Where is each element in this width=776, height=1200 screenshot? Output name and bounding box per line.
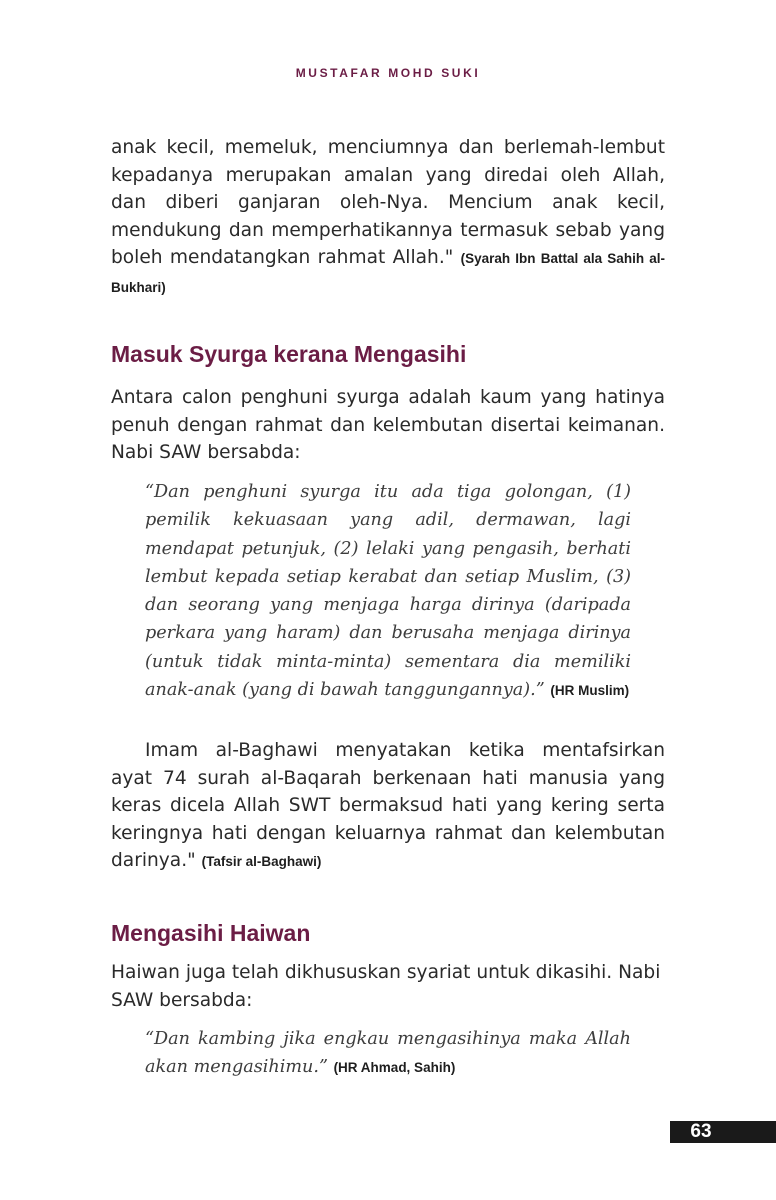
citation-hr-ahmad: (HR Ahmad, Sahih) <box>333 1060 456 1076</box>
paragraph-intro-text: anak kecil, memeluk, menciumnya dan berlemah-lembut kepadanya merupakan amalan yang diredai oleh Allah, dan diberi ganjaran oleh-Nya. Mencium anak kecil, mendukung dan memperhatikannya termasuk sebab yang boleh mendatangkan rahmat Allah." <box>111 137 665 268</box>
section-heading-haiwan: Mengasihi Haiwan <box>111 920 311 946</box>
paragraph-baghawi <box>111 737 665 876</box>
hadith-quote-haiwan-text: “Dan kambing jika engkau mengasihinya maka Allah akan mengasihimu.” <box>145 1029 631 1078</box>
section-intro-syurga: Antara calon penghuni syurga adalah kaum yang hatinya penuh dengan rahmat dan kelembutan disertai keimanan. Nabi SAW bersabda: <box>111 387 665 463</box>
paragraph-intro <box>111 134 665 301</box>
citation-syarah: (Syarah Ibn Battal ala Sahih al-Bukhari) <box>111 251 665 295</box>
citation-hr-muslim: (HR Muslim) <box>550 683 630 699</box>
hadith-quote-syurga <box>145 478 631 705</box>
hadith-quote-haiwan <box>145 1025 631 1083</box>
page-number: 63 <box>690 1121 712 1142</box>
hadith-quote-syurga-text: “Dan penghuni syurga itu ada tiga golongan, (1) pemilik kekuasaan yang adil, dermawan, lagi mendapat petunjuk, (2) lelaki yang pengasih, berhati lembut kepada setiap kerabat dan setiap Muslim, (3) dan seorang yang menjaga harga dirinya (daripada perkara yang haram) dan berusaha menjaga dirinya (untuk tidak minta-minta) sementara dia memiliki anak-anak (yang di bawah tanggungannya).” <box>145 482 631 701</box>
section-heading-syurga: Masuk Syurga kerana Mengasihi <box>111 341 467 367</box>
running-head: MUSTAFAR MOHD SUKI <box>295 66 481 80</box>
paragraph-baghawi-text: Imam al-Baghawi menyatakan ketika mentafsirkan ayat 74 surah al-Baqarah berkenaan hati manusia yang keras dicela Allah SWT bermaksud hati yang kering serta keringnya hati dengan keluarnya rahmat dan kelembutan darinya." <box>111 740 665 871</box>
section-intro-haiwan: Haiwan juga telah dikhususkan syariat untuk dikasihi. Nabi SAW bersabda: <box>111 962 661 1011</box>
citation-tafsir: (Tafsir al-Baghawi) <box>201 854 322 869</box>
page-number-tab <box>670 1121 776 1143</box>
